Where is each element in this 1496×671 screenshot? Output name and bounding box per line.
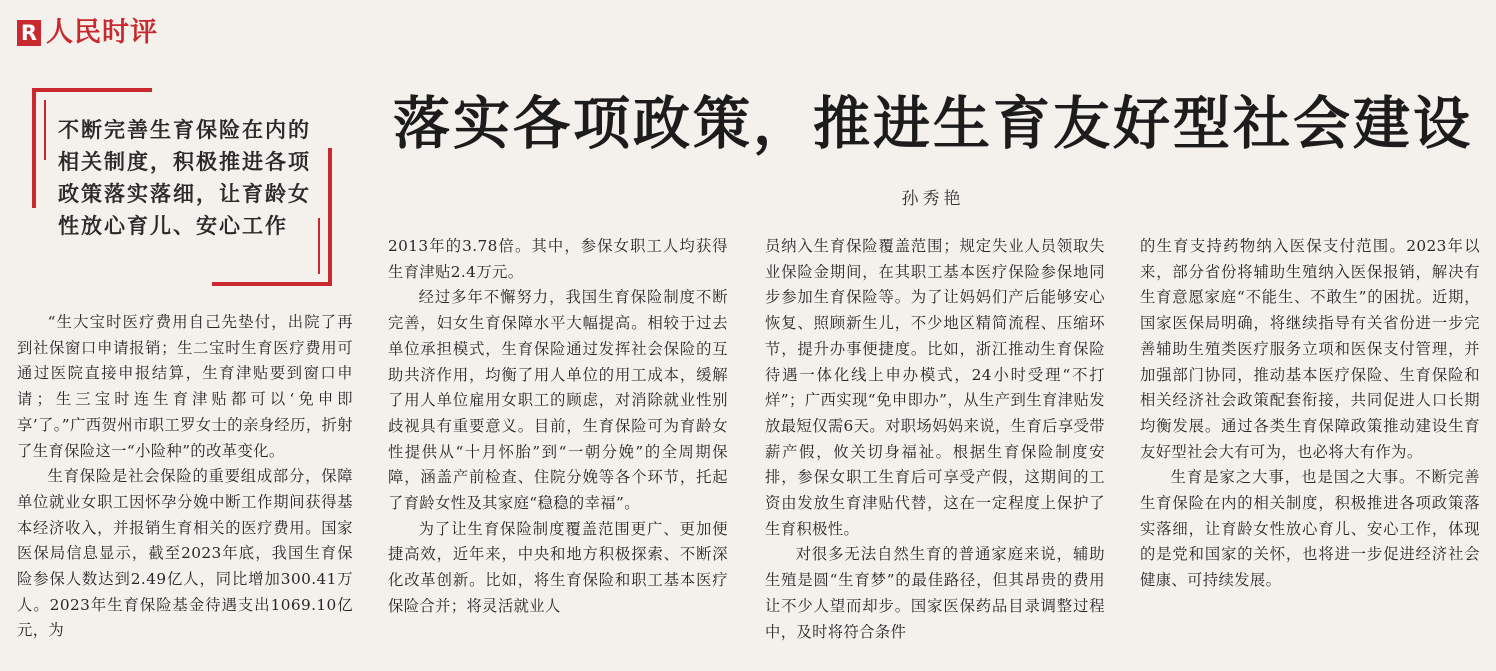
article-headline: 落实各项政策，推进生育友好型社会建设 bbox=[393, 91, 1473, 157]
paragraph: 经过多年不懈努力，我国生育保险制度不断完善，妇女生育保障水平大幅提高。相较于过去单位承担模式，生育保险通过发挥社会保险的互助共济作用，均衡了用人单位的用工成本，缓解了用人单位雇用女职工的顾虑，对消除就业性别歧视具有重要意义。目前，生育保险可为育龄女性提供从“十月怀胎”到“一朝分娩”的全周期保障，涵盖产前检查、住院分娩等各个环节，托起了育龄女性及其家庭“稳稳的幸福”。 bbox=[388, 288, 728, 513]
paragraph: 为了让生育保险制度覆盖范围更广、更加便捷高效，近年来，中央和地方积极探索、不断深化改革创新。比如，将生育保险和职工基本医疗保险合并；将灵活就业人 bbox=[388, 519, 728, 615]
article-column-2 bbox=[388, 234, 728, 620]
section-title: 人民时评 bbox=[46, 17, 158, 48]
paragraph: 对很多无法自然生育的普通家庭来说，辅助生殖是圆“生育梦”的最佳路径，但其昂贵的费用让不少人望而却步。国家医保药品目录调整过程中，及时将符合条件 bbox=[765, 545, 1105, 641]
paragraph: “生大宝时医疗费用自己先垫付，出院了再到社保窗口申请报销；生二宝时生育医疗费用可通过医院直接申报结算，生育津贴要到窗口申请；生三宝时连生育津贴都可以‘免申即享’了。”广西贺州市职工罗女士的亲身经历，折射了生育保险这一“小险种”的改革变化。 bbox=[17, 313, 353, 460]
paragraph: 生育保险是社会保险的重要组成部分，保障单位就业女职工因怀孕分娩中断工作期间获得基本经济收入，并报销生育相关的医疗费用。国家医保局信息显示，截至2023年底，我国生育保险参保人数达到2.49亿人，同比增加300.41万人。2023年生育保险基金待遇支出1069.10亿元，为 bbox=[17, 467, 353, 640]
pull-quote-frame-right bbox=[328, 148, 332, 286]
pull-quote-frame-left bbox=[32, 88, 36, 208]
paragraph: 生育是家之大事，也是国之大事。不断完善生育保险在内的相关制度，积极推进各项政策落实落细，让育龄女性放心育儿、安心工作，体现的是党和国家的关怀，也将进一步促进经济社会健康、可持续发展。 bbox=[1140, 468, 1480, 590]
pull-quote-frame-bottom bbox=[212, 282, 332, 286]
article-byline: 孙秀艳 bbox=[901, 189, 965, 209]
masthead-logo bbox=[17, 18, 158, 48]
pull-quote-text: 不断完善生育保险在内的相关制度，积极推进各项政策落实落细，让育龄女性放心育儿、安心工作 bbox=[58, 118, 311, 238]
article-column-4 bbox=[1140, 234, 1480, 594]
logo-r-mark: R bbox=[17, 20, 41, 46]
paragraph: 2013年的3.78倍。其中，参保女职工人均获得生育津贴2.4万元。 bbox=[388, 237, 728, 281]
pull-quote bbox=[32, 88, 332, 286]
paragraph: 的生育支持药物纳入医保支付范围。2023年以来，部分省份将辅助生殖纳入医保报销，解决有生育意愿家庭“不能生、不敢生”的困扰。近期，国家医保局明确，将继续指导有关省份进一步完善辅助生殖类医疗服务立项和医保支付管理，并加强部门协同，推动基本医疗保险、生育保险和相关经济社会政策配套衔接，共同促进人口长期均衡发展。通过各类生育保障政策推动建设生育友好型社会大有可为，也必将大有作为。 bbox=[1140, 237, 1480, 461]
paragraph: 员纳入生育保险覆盖范围；规定失业人员领取失业保险金期间，在其职工基本医疗保险参保地同步参加生育保险等。为了让妈妈们产后能够安心恢复、照顾新生儿，不少地区精简流程、压缩环节，提升办事便捷度。比如，浙江推动生育保险待遇一体化线上申办模式，24小时受理“不打烊”；广西实现“免申即办”，从生产到生育津贴发放最短仅需6天。对职场妈妈来说，生育后享受带薪产假，攸关切身福祉。根据生育保险制度安排，参保女职工生育后可享受产假，这期间的工资由发放生育津贴代替，这在一定程度上保护了生育积极性。 bbox=[765, 237, 1105, 538]
article-column-1 bbox=[17, 310, 353, 644]
pull-quote-frame-top bbox=[32, 88, 152, 92]
article-column-3 bbox=[765, 234, 1105, 645]
pull-quote-frame-inner-left bbox=[44, 100, 46, 160]
